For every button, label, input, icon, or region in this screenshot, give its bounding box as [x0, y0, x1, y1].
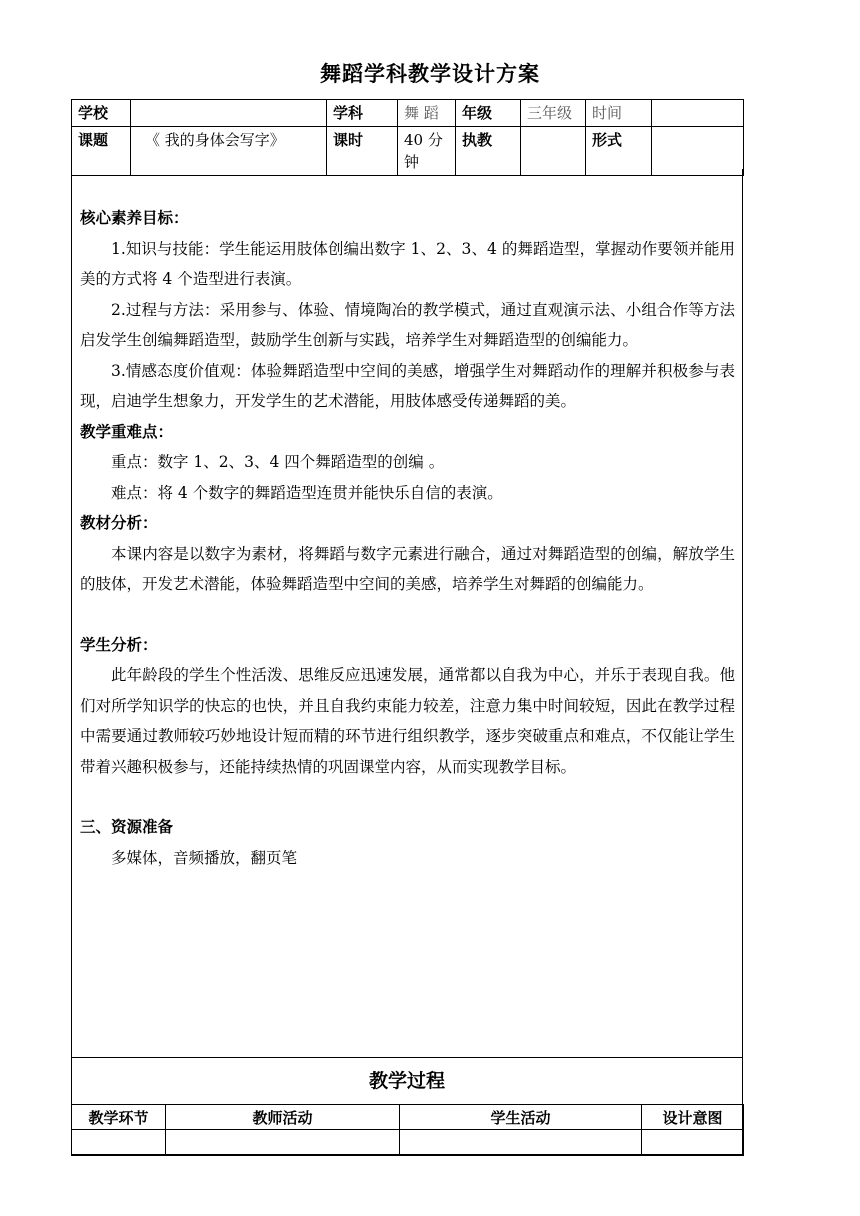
- resource-heading: 三、资源准备: [80, 817, 174, 836]
- topic-value: 《 我的身体会写字》: [131, 127, 327, 176]
- process-col-stage: 教学环节: [72, 1105, 166, 1130]
- process-col-teacher: 教师活动: [166, 1105, 400, 1130]
- core-goals-section: [80, 203, 735, 873]
- school-value: [131, 100, 327, 127]
- difficult-point: 难点：将 4 个数字的舞蹈造型连贯并能快乐自信的表演。: [111, 483, 503, 502]
- teacher-label: 执教: [456, 127, 521, 176]
- core-goal-2: 2.过程与方法：采用参与、体验、情境陶冶的教学模式，通过直观演示法、小组合作等方法启发学生创编舞蹈造型，鼓励学生创新与实践，培养学生对舞蹈造型的创编能力。: [80, 300, 735, 349]
- school-label: 学校: [72, 100, 131, 127]
- subject-value: 舞 蹈: [398, 100, 456, 127]
- core-goal-3: 3.情感态度价值观：体验舞蹈造型中空间的美感，增强学生对舞蹈动作的理解并积极参与表现，启迪学生想象力，开发学生的艺术潜能，用肢体感受传递舞蹈的美。: [80, 361, 735, 410]
- topic-label: 课题: [72, 127, 131, 176]
- process-cell: [400, 1130, 642, 1156]
- time-value: [652, 100, 744, 127]
- period-label: 课时: [327, 127, 398, 176]
- teaching-process-title: 教学过程: [368, 1070, 445, 1092]
- process-col-student: 学生活动: [400, 1105, 642, 1130]
- key-points-heading: 教学重难点：: [80, 421, 174, 441]
- content-box: [71, 169, 743, 1058]
- student-text: 此年龄段的学生个性活泼、思维反应迅速发展，通常都以自我为中心，并乐于表现自我。他们对所学知识学的快忘的也快，并且自我约束能力较差，注意力集中时间较短，因此在教学过程中需要通过教师较巧妙地设计短而精的环节进行组织教学，逐步突破重点和难点，不仅能让学生带着兴趣积极参与，还能持续热情的巩固课堂内容，从而实现教学目标。: [80, 666, 735, 776]
- grade-value: 三年级: [521, 100, 586, 127]
- process-cell: [642, 1130, 744, 1156]
- material-text: 本课内容是以数字为素材，将舞蹈与数字元素进行融合，通过对舞蹈造型的创编，解放学生的肢体，开发艺术潜能，体验舞蹈造型中空间的美感，培养学生对舞蹈的创编能力。: [80, 544, 735, 593]
- material-heading: 教材分析：: [80, 513, 158, 532]
- info-table: [71, 99, 744, 176]
- subject-label: 学科: [327, 100, 398, 127]
- process-cell: [166, 1130, 400, 1156]
- form-label: 形式: [586, 127, 652, 176]
- key-point: 重点：数字 1、2、3、4 四个舞蹈造型的创编 。: [111, 453, 445, 471]
- process-cell: [72, 1130, 166, 1156]
- time-label: 时间: [586, 100, 652, 127]
- info-row-1: [72, 100, 744, 127]
- student-heading: 学生分析：: [80, 634, 158, 654]
- teaching-process-section: [71, 1057, 743, 1155]
- document-title: 舞蹈学科教学设计方案: [320, 61, 540, 86]
- process-empty-row: [72, 1130, 744, 1156]
- teaching-process-table: [71, 1104, 744, 1156]
- grade-label: 年级: [456, 100, 521, 127]
- period-value: 40 分钟: [398, 127, 456, 176]
- process-header-row: [72, 1105, 744, 1130]
- resource-text: 多媒体，音频播放，翻页笔: [111, 848, 298, 867]
- core-goals-heading: 核心素养目标：: [80, 208, 189, 227]
- process-col-intent: 设计意图: [642, 1105, 744, 1130]
- core-goal-1: 1.知识与技能：学生能运用肢体创编出数字 1、2、3、4 的舞蹈造型，掌握动作要领并能用美的方式将 4 个造型进行表演。: [80, 239, 735, 288]
